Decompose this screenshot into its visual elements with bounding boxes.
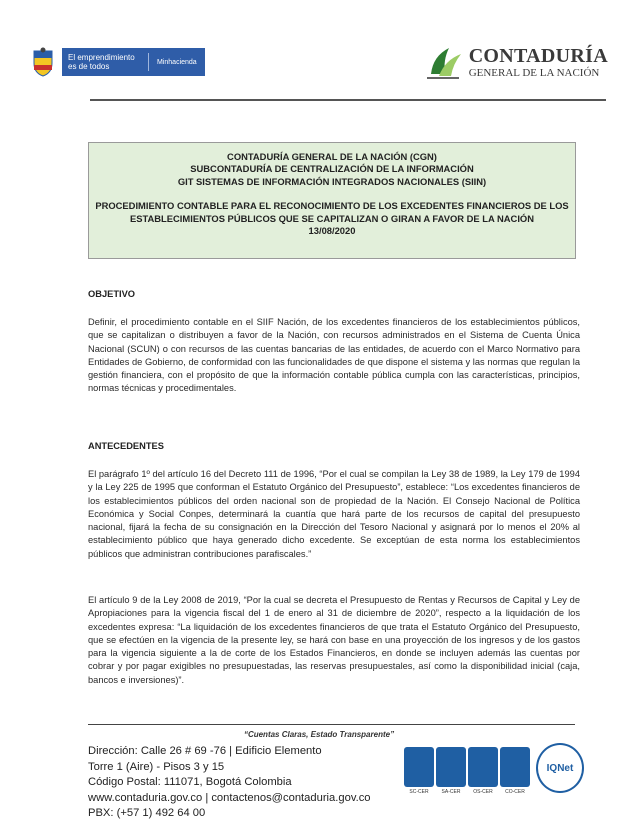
cgn-logo-line1: CONTADURÍA [468,44,608,67]
objetivo-heading: OBJETIVO [88,289,136,299]
colombia-coat-of-arms-icon [30,47,56,77]
certification-code: CO-CER [505,789,525,795]
footer-address-line: Dirección: Calle 26 # 69 -76 | Edificio Elemento [88,745,322,757]
footer-web-email-line: www.contaduria.gov.co | contactenos@contaduria.gov.co [88,791,371,804]
footer-postal-line: Código Postal: 111071, Bogotá Colombia [88,776,292,788]
document-title-box [88,142,576,259]
antecedentes-paragraph-1-container [88,468,580,561]
document-date: 13/08/2020 [308,225,356,237]
certification-logos [404,747,584,795]
certification-badge [500,747,530,795]
footer-motto: “Cuentas Claras, Estado Transparente” [243,730,395,739]
header-divider [90,99,606,101]
certification-code: SC-CER [409,789,429,795]
title-line-1: CONTADURÍA GENERAL DE LA NACIÓN (CGN) [227,151,437,162]
certification-badge [404,747,434,795]
icontec-iso-9001-icon [404,747,434,787]
icontec-iso-45001-icon [468,747,498,787]
footer-building-line: Torre 1 (Aire) - Pisos 3 y 15 [88,760,225,773]
ministry-name: Minhacienda [157,58,197,66]
antecedentes-paragraph-2: El artículo 9 de la Ley 2008 de 2019, “Por la cual se decreta el Presupuesto de Rentas y Recursos de Capital y Ley de Apropiaciones para la vigencia fiscal del 1 de enero al 31 de diciembre de 2020”, respecto a la liquidación de los excedentes expresa: “La liquidación de los excedentes financieros de que trata el Estatuto Orgánico del Presupuesto, que se efectúen en la vigencia de la presente ley, se hará con base en una proyección de los ingresos y de los gastos para la vigencia siguiente a la de corte de los Estados Financieros, en donde se incluyen además las cuentas por cobrar y por pagar exigibles no presupuestadas, las reservas presupuestales, así como la disponibilidad inicial (caja, bancos e inversiones)”. [88,595,580,685]
cgn-logo [425,44,608,80]
antecedentes-paragraph-2-container [88,594,580,687]
footer-contact-info [88,744,371,822]
icontec-iso-27001-icon [500,747,530,787]
cgn-leaf-icon [425,44,465,80]
certification-code: OS-CER [473,789,493,795]
certification-badge [436,747,466,795]
iqnet-certification-icon: IQNet [536,743,584,793]
government-logo [30,44,205,80]
procedure-title: PROCEDIMIENTO CONTABLE PARA EL RECONOCIMIENTO DE LOS EXCEDENTES FINANCIEROS DE LOS ESTABLECIMIENTOS PÚBLICOS QUE SE CAPITALIZAN O GIRAN A FAVOR DE LA NACIÓN [95,200,569,224]
footer-divider [88,724,575,725]
icontec-iso-14001-icon [436,747,466,787]
government-slogan: El emprendimiento es de todos [62,53,149,71]
antecedentes-heading: ANTECEDENTES [88,441,164,451]
title-line-3: GIT SISTEMAS DE INFORMACIÓN INTEGRADOS NACIONALES (SIIN) [177,175,487,187]
certification-badge [468,747,498,795]
certification-code: SA-CER [441,789,461,795]
title-line-2: SUBCONTADURÍA DE CENTRALIZACIÓN DE LA INFORMACIÓN [190,163,474,175]
government-banner [62,48,205,76]
objetivo-paragraph: Definir, el procedimiento contable en el SIIF Nación, de los excedentes financieros de los establecimientos públicos, que se capitalizan o distribuyen a favor de la Nación, con recursos administrados en el Sistema de Cuenta Única Nacional (SCUN) o con recursos de las cuentas bancarias de las entidades, de acuerdo con el Marco Normativo para Entidades de Gobierno, de conformidad con las funcionalidades de que dispone el sistema y las normas que regulan la gestión financiera, con el propósito de que la información contable pública cumpla con las características, principios, normas técnicas y procedimentales. [88,317,580,394]
cgn-logo-line2: GENERAL DE LA NACIÓN [468,66,600,79]
antecedentes-paragraph-1: El parágrafo 1º del artículo 16 del Decreto 111 de 1996, “Por el cual se compilan la Ley 38 de 1989, la Ley 179 de 1994 y la Ley 225 de 1995 que conforman el Estatuto Orgánico del Presupuesto”, establece: “Los excedentes financieros de los establecimientos públicos del orden nacional son de propiedad de la Nación. El Consejo Nacional de Política Económica y Social Conpes, determinará la cuantía que hará parte de los recursos de capital del presupuesto nacional, fijará la fecha de su consignación en la Dirección del Tesoro Nacional y asignará por lo menos el 20% al establecimiento público que haya generado dicho excedente. Se exceptúan de esta norma los establecimientos públicos que administran contribuciones parafiscales.” [88,469,580,559]
footer-phone-line: PBX: (+57 1) 492 64 00 [88,807,206,819]
objetivo-section [88,316,580,396]
